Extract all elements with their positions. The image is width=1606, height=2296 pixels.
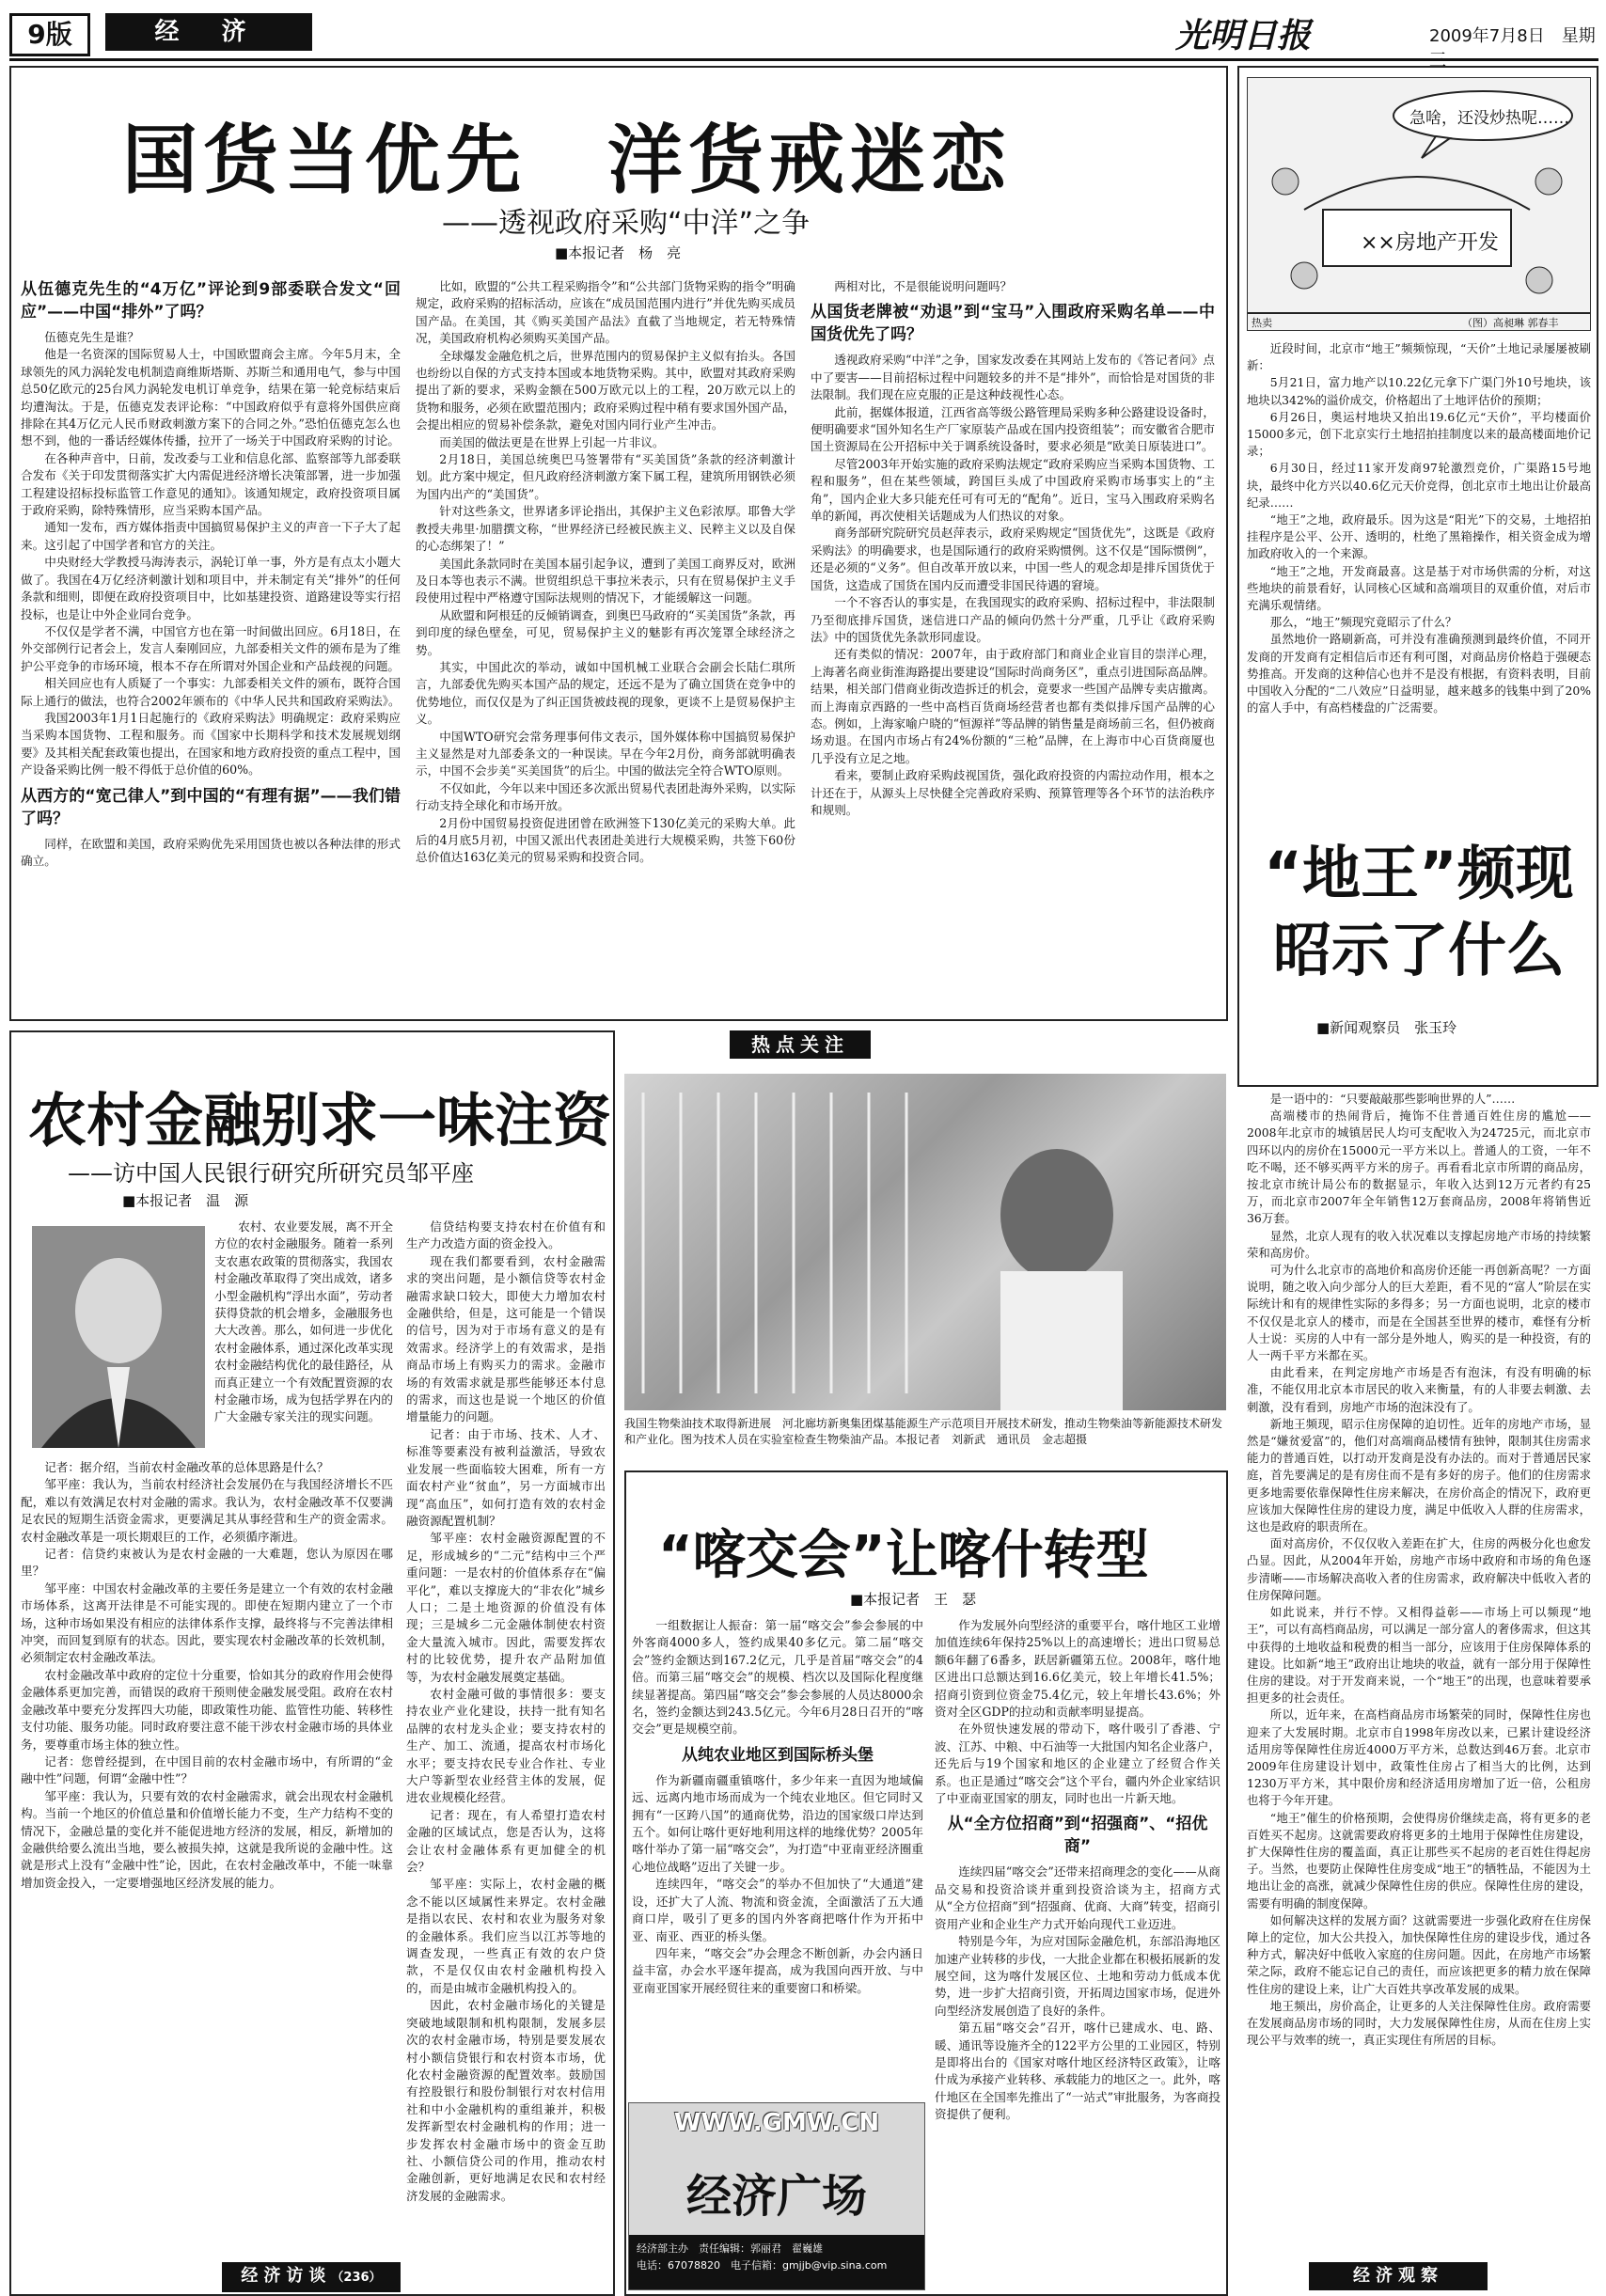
laboratory-photo-icon xyxy=(624,1074,1226,1410)
paragraph: 显然，北京人现有的收入状况难以支撑起房地产市场的持续繁荣和高房价。 xyxy=(1247,1228,1591,1260)
paragraph: 邹平座：我认为，只要有效的农村金融需求，就会出现农村金融机构。当前一个地区的价值总量和价值增长能力不变，生产力结构不变的情况下，金融总量的变化并不能促进地方经济的发展，相反，新增加的金融供给要么流出当地，要么被损失掉，这就是我所说的金融中性。这就是形式上没有“金融中性”论，因此，在农村金融改革中，不能一味靠增加资金投入，一定要增强地区经济发展的能力。 xyxy=(21,1788,393,1890)
paragraph: 不仅如此，今年以来中国还多次派出贸易代表团赴海外采购，以实际行动支持全球化和市场开放。 xyxy=(416,780,795,813)
lead-column-1 xyxy=(21,273,401,1012)
paragraph: 作为新疆南疆重镇喀什，多少年来一直因为地域偏远、远离内地市场而成为一个纯农业地区。但它同时又拥有“一区跨八国”的通商优势，沿边的国家级口岸达到五个。如何让喀什更好地利用这样的地缘优势？2005年喀什举办了第一届“喀交会”，为打造“中亚南亚经济圈重心地位战略”迈出了关键一步。 xyxy=(632,1772,923,1874)
paragraph: 那么，“地王”频现究竟昭示了什么？ xyxy=(1269,615,1457,630)
cartoon-caption: 热卖 xyxy=(1252,317,1272,329)
paragraph: 透视政府采购“中洋”之争，国家发改委在其网站上发布的《答记者问》点中了要害——目前招标过程中问题较多的并不是“排外”，而恰恰是对国货的非法限制。我们现在应克服的正是这种歧视性心态。 xyxy=(811,353,1215,402)
paragraph: 全球爆发金融危机之后，世界范围内的贸易保护主义似有抬头。各国也纷纷以自保的方式支持本国或本地货物采购。其中，欧盟对其政府采购提出了新的要求，采购金额在500万欧元以上的工程，20万欧元以上的货物和服务，必须在欧盟范围内；政府采购过程中稍有要求国外国产品，会提出相应的贸易补偿条款，避免对国内同行业产生冲击。 xyxy=(416,348,795,432)
paragraph: 邹平座：我认为，当前农村经济社会发展仍在与我国经济增长不匹配，难以有效满足农村对金融的需求。我认为，农村金融改革不仅要满足农民的短期生活资金需求，更要满足其从事经营和生产的资金需求。农村金融改革是一项长期艰巨的工作，必须循序渐进。 xyxy=(21,1477,393,1544)
issue-date: 2009年7月8日 星期 xyxy=(1429,26,1596,46)
kashgar-column-1 xyxy=(632,1617,923,2095)
paragraph: 2月份中国贸易投资促进团曾在欧洲签下130亿美元的采购大单。此后的4月底5月初，中国又派出代表团赴美进行大规模采购，共签下60份总价值达163亿美元的贸易采购和投资合同。 xyxy=(416,815,795,865)
lead-subhead-1: 从伍德克先生的“4万亿”评论到9部委联合发文“回应”——中国“排外”了吗？ xyxy=(21,280,401,322)
paragraph: 不仅仅是学者不满，中国官方也在第一时间做出回应。6月18日，在外交部例行记者会上，发言人秦刚回应，九部委相关文件的颁布是为了维护公平竞争的市场环境，根本不存在所谓对外国企业和产品歧视的问题。 xyxy=(21,623,401,673)
rural-subtitle: ——访中国人民银行研究所研究员邹平座 xyxy=(68,1160,474,1187)
paragraph: 比如，欧盟的“公共工程采购指令”和“公共部门货物采购的指令”明确规定，政府采购的招标活动，应该在“成员国范围内进行”并优先购买成员国产品。在美国，其《购买美国产品法》直截了当地规定，若无特殊情况，美国政府机构必须购买美国产品。 xyxy=(416,279,795,346)
portrait-photo xyxy=(32,1226,205,1448)
paragraph: 近段时间，北京市“地王”频频惊现，“天价”土地记录屡屡被刷新： xyxy=(1247,341,1591,373)
paragraph: 连续四年，“喀交会”的举办不但加快了“大通道”建设，还扩大了人流、物流和资金流，全面激活了五大通商口岸，吸引了更多的国内外客商把喀什作为开拓中亚、南亚、西亚的桥头堡。 xyxy=(632,1877,923,1943)
person-portrait-icon xyxy=(32,1226,205,1448)
paragraph: “地王”催生的价格预期，会使得房价继续走高，将有更多的老百姓买不起房。这就需要政府将更多的土地用于保障性住房建设，扩大保障性住房的覆盖面，真正让那些买不起房的老百姓住得起房子。当然，也要防止保障性住房变成“地王”的牺牲品，不能因为土地出让金的高涨，就减少保障性住房的供应。保障性住房的建设，需要有明确的制度保障。 xyxy=(1247,1810,1591,1911)
paragraph: 记者：现在，有人希望打造农村金融的区域试点，您是否认为，这将会让农村金融体系有更加健全的机会？ xyxy=(406,1807,606,1875)
photo-caption: 我国生物柴油技术取得新进展 河北廊坊新奥集团煤基能源生产示范项目开展技术研发，推动生物柴油等新能源技术研发和产业化。图为技术人员在实验室检查生物柴油产品。本报记者 刘新武 通讯员 金志超摄 xyxy=(624,1417,1223,1446)
paragraph: 虽然地价一路刷新高，可并没有准确预测到最终价值，不同开发商的开发商有定相信后市还有利可图，对商品房价格趋于强硬态势推高。开发商的这种信心也并不是没有根据，有资料表明，目前中国收入分配的“二八效应”日益明显，越来越多的钱集中到了20%的富人手中，有高档楼盘的广泛需要。 xyxy=(1247,632,1591,716)
kashgar-subhead-1: 从纯农业地区到国际桥头堡 xyxy=(682,1745,874,1765)
paragraph: 第五届“喀交会”召开，喀什已建成水、电、路、暖、通讯等设施齐全的122平方公里的工业园区，特别是即将出台的《国家对喀什地区经济特区政策》，让喀什成为承接产业转移、承载能力的地区之一。此外，喀什地区在全国率先推出了“一站式”审批服务，为客商投资提供了便利。 xyxy=(935,2021,1220,2122)
rural-headline: 农村金融别求一味注资 xyxy=(28,1086,612,1155)
cartoon-credit: （图）高昶琳 郭春丰 xyxy=(1462,317,1559,329)
paragraph: 地王频出，房价高企，让更多的人关注保障性住房。政府需要在发展商品房市场的同时，大力发展保障性住房，从而在住房上实现公平与效率的统一，真正实现住有所居的目标。 xyxy=(1247,1998,1591,2048)
paragraph: 农村金融改革中政府的定位十分重要，恰如其分的政府作用会使得金融体系更加完善，而错误的政府干预则使金融发展受阻。政府在农村金融改革中要充分发挥四大功能，即政策性功能、监管性功能、转移性支付功能、服务功能。同时政府要注意不能干涉农村金融市场的具体业务，要尊重市场主体的独立性。 xyxy=(21,1667,393,1752)
paragraph: 通知一发布，西方媒体指责中国搞贸易保护主义的声音一下子大了起来。这引起了中国学者和官方的关注。 xyxy=(21,520,401,552)
land-column-bottom xyxy=(1247,1091,1591,2236)
paragraph: 而美国的做法更是在世界上引起一片非议。 xyxy=(439,434,665,449)
observation-tag: 经济观察 xyxy=(1309,2262,1488,2290)
paragraph: 商务部研究院研究员赵萍表示，政府采购规定“国货优先”，这既是《政府采购法》的明确要求，也是国际通行的政府采购惯例。这不仅是“国际惯例”，还是必须的“义务”。但自改革开放以来，中国一些人的观念却是排斥国货优于国货，这造成了国货在国内反而遭受非国民待遇的窘境。 xyxy=(811,526,1215,592)
paragraph: 面对高房价，不仅仅收入差距在扩大，住房的两极分化也愈发凸显。因此，从2004年开始，房地产市场中政府和市场的角色逐步清晰——市场解决高收入者的住房需求，政府解决中低收入者的住房保障问题。 xyxy=(1247,1536,1591,1602)
paragraph: 所以，近年来，在高档商品房市场繁荣的同时，保障性住房也迎来了大发展时期。北京市自1998年房改以来，已累计建设经济适用房等保障性住房近4000万平方米，总数达到46万套。北京市2009年住房建设计划中，政策性住房占了相当大的比例，达到1230万平方米，其中限价房和经济适用房增加了近一倍，公租房也将于今年开建。 xyxy=(1247,1707,1591,1808)
paragraph: 我国2003年1月1日起施行的《政府采购法》明确规定：政府采购应当采购本国货物、工程和服务。而《国家中长期科学和技术发展规划纲要》及其相关配套政策也提出，在国家和地方政府投资的重点工程中，国产设备采购比例一般不得低于总价值的60%。 xyxy=(21,710,401,778)
paragraph: 信贷结构要支持农村在价值有和生产力改造方面的资金投入。 xyxy=(406,1219,606,1251)
paragraph: 针对这些条文，世界诸多评论指出，其保护主义色彩浓厚。耶鲁大学教授夫弗里·加腊撰文称，“世界经济已经被民族主义、民粹主义以及自保的心态绑架了！” xyxy=(416,504,795,554)
kashgar-column-2 xyxy=(935,1617,1220,2285)
cartoon xyxy=(1247,77,1591,331)
paragraph: 现在我们都要看到，农村金融需求的突出问题，是小额信贷等农村金融需求缺口较大，即使大力增加农村金融供给，但是，这可能是一个错误的信号，因为对于市场有意义的是有效需求。经济学上的有效需求，是指商品市场上有购买力的需求。金融市场的有效需求就是那些能够还本付息的需求，而这也是说一个地区的价值增量能力的问题。 xyxy=(406,1253,606,1424)
paragraph: 新地王频现，昭示住房保障的迫切性。近年的房地产市场，显然是“嫌贫爱富”的，他们对高端商品楼情有独钟，限制其住房需求能力的普通百姓，以打动开发商是没有办法的。而对于普通居民家庭，首先要满足的是有房住而不是有多好的房子。他们的住房需求更多地需要依靠保障性住房来解决，在房价高企的情况下，政府更应该加大保障性住房的建设力度，满足中低收入人群的住房需求，这也是政府的职责所在。 xyxy=(1247,1416,1591,1534)
paragraph: 是一语中的：“只要敲敲那些影响世界的人”…… xyxy=(1269,1092,1516,1106)
paragraph: 中国WTO研究会常务理事何伟文表示，国外媒体称中国搞贸易保护主义显然是对九部委条文的一种误读。早在今年2月份，商务部就明确表示，中国不会步美“买美国货”的后尘。中国的做法完全符合WTO原则。 xyxy=(416,729,795,778)
gmw-info xyxy=(629,2235,924,2289)
lead-headline: 国货当优先 洋货戒迷恋 xyxy=(122,117,1012,204)
gmw-contact: 电话：67078820 电子信箱：gmjjb@vip.sina.com xyxy=(637,2259,888,2272)
lead-column-3 xyxy=(811,278,1215,1012)
paragraph: “地王”之地，开发商最喜。这是基于对市场供需的分析，对这些地块的前景看好，认同核心区域和高端项目的双重价值，对后市充满乐观情绪。 xyxy=(1247,563,1591,613)
paragraph: 还有类似的情况：2007年，由于政府部门和商业企业盲目的崇洋心理，上海著名商业街淮海路提出要建设“国际时尚商务区”，重点引进国际高品牌。结果，相关部门借商业街改造拆迁的机会，竟要求一些国产品牌专卖店撤离。而上海南京西路的一些中高档百货商场经营者也都有类似排斥国产品牌的心态。例如，上海家喻户晓的“恒源祥”等品牌的销售量是商场前三名，但仍被商场劝退。在国内市场占有24%份额的“三枪”品牌，在上海市中心百货商厦也几乎没有立足之地。 xyxy=(811,647,1215,765)
paragraph: 四年来，“喀交会”办会理念不断创新，办会内涵日益丰富，办会水平逐年提高，成为我国向西开放、与中亚南亚国家开展经贸往来的重要窗口和桥梁。 xyxy=(632,1945,923,1995)
lead-byline: ■本报记者 杨 亮 xyxy=(555,244,682,261)
paragraph: 两相对比，不是很能说明问题吗？ xyxy=(834,279,1013,293)
paragraph: 记者：信贷约束被认为是农村金融的一大难题，您认为原因在哪里？ xyxy=(21,1547,393,1579)
lead-subtitle: ——透视政府采购“中洋”之争 xyxy=(442,207,811,240)
paragraph: 邹平座：实际上，农村金融的概念不能以区域属性来界定。农村金融是指以农民、农村和农业为服务对象的金融体系。我们应当以江苏等地的调查发现，一些真正有效的农户贷款，不是仅仅由农村金融机构投入的，而是由城市金融机构投入的。 xyxy=(406,1877,606,1995)
paragraph: 6月30日，经过11家开发商97轮激烈竞价，广渠路15号地块，最终中化方兴以40.6亿元天价竞得，创北京市土地出让价最高纪录…… xyxy=(1247,461,1591,510)
paragraph: 作为发展外向型经济的重要平台，喀什地区工业增加值连续6年保持25%以上的高速增长；进出口贸易总额6年翻了6番多，跃居新疆第五位。2008年，喀什地区进出口总额达到16.6亿美元，较上年增长41.5%；招商引资到位资金75.4亿元，较上年增长43.6%；外资对全区GDP的拉动和贡献率明显提高。 xyxy=(935,1618,1220,1720)
paragraph: 记者：您曾经提到，在中国目前的农村金融市场中，有所谓的“金融中性”问题，何谓“金融中性”？ xyxy=(21,1753,393,1786)
rural-column-1a xyxy=(214,1219,393,1476)
interview-tag: 经济访谈（236） xyxy=(222,2262,401,2292)
paragraph: 5月21日，富力地产以10.22亿元拿下广渠门外10号地块，该地块以342%的溢价成交，价格超出了土地评估价的预期； xyxy=(1247,375,1591,407)
paragraph: 高端楼市的热闹背后，掩饰不住普通百姓住房的尴尬——2008年北京市的城镇居民人均可支配收入为24725元，而北京市四环以内的房价在15000元一平方米以上。普通人的工资，一年不吃不喝，还不够买两平方米的房子。再看看北京市所谓的商品房，按北京市统计局公布的数据显示，年收入达到12万元者约有25万，而北京市2007年全年销售12万套商品房，2008年将销售近36万套。 xyxy=(1247,1109,1591,1226)
paragraph: 如何解决这样的发展方面？这就需要进一步强化政府在住房保障上的定位，加大公共投入，加快保障性住房的建设步伐，通过各种方式，解决好中低收入家庭的住房问题。因此，在房地产市场繁荣之际，政府不能忘记自己的责任，而应该把更多的精力放在保障性住房的建设上来，让广大百姓共享改革发展的成果。 xyxy=(1247,1912,1591,1996)
paragraph: 可为什么北京市的高地价和高房价还能一再创新高呢？一方面说明，随之收入向少部分人的巨大差距，看不见的“富人”阶层在实际统计和有的规律性实际的多得多；另一方面也说明，北京的楼市不仅仅是北京人的楼市，而是在全国甚至世界的楼市，难怪有分析人士说：买房的人中有一部分是外地人，购买的是一种投资，有的人一两千平方米都在买。 xyxy=(1247,1263,1591,1363)
biodiesel-photo xyxy=(624,1074,1226,1410)
paragraph: 记者：据介绍，当前农村金融改革的总体思路是什么？ xyxy=(44,1460,329,1474)
rural-column-2 xyxy=(406,1219,606,2228)
paragraph: 此前，据媒体报道，江西省高等级公路管理局采购多种公路建设设备时，便明确要求“国外知名生产厂家原装产品或在国内投资组装”；而安徽省合肥市国土资源局在公开招标中关于调系统设备时，要求必须是“欧美日原装进口”。 xyxy=(811,404,1215,454)
paragraph: 2月18日，美国总统奥巴马签署带有“买美国货”条款的经济刺激计划。此方案中规定，但凡政府经济刺激方案下属工程，建筑所用钢铁必须为国内出产的“美国货”。 xyxy=(416,452,795,501)
paragraph: 邹平座：中国农村金融改革的主要任务是建立一个有效的农村金融市场体系，这离开法律是不可能实现的。即使在短期内建立了一个市场，这种市场如果没有相应的法律体系作支撑，最终将与不完善法律相冲突，而回复到原有的状态。因此，要实现农村金融改革的长效机制，必须制定农村金融改革法。 xyxy=(21,1580,393,1665)
paragraph: 伍德克先生是谁？ xyxy=(44,330,139,344)
paragraph: 连续四届“喀交会”还带来招商理念的变化——从商品交易和投资洽谈并重到投资洽谈为主，招商方式从“全方位招商”到“招强商、优商、大商”转变，招商引资用产业和企业生产力式开始向现代工业迈进。 xyxy=(935,1864,1220,1931)
paragraph: 在外贸快速发展的带动下，喀什吸引了香港、宁波、江苏、中粮、中石油等一大批国内知名企业落户，还先后与19个国家和地区的企业建立了经贸合作关系。也正是通过“喀交会”这个平台，疆内外企业家结识了中亚南亚国家的朋友，同时也出一片新天地。 xyxy=(935,1722,1220,1806)
land-column-top xyxy=(1247,340,1591,782)
cartoon-bubble: 急啥，还没炒热呢…… xyxy=(1409,109,1569,128)
rural-column-1b xyxy=(21,1459,393,2228)
gmw-url: WWW.GMW.CN xyxy=(673,2109,880,2137)
paragraph: 他是一名资深的国际贸易人士，中国欧盟商会主席。今年5月末，全球领先的风力涡轮发电机制造商维斯塔斯、苏斯兰和通用电气，参与中国总50亿欧元的25台风力涡轮发电机订单竞争，结果在第一轮竞标结束后均遭淘汰。于是，伍德克发表评论称：“中国政府似乎有意将外国供应商排除在其4万亿元人民币财政刺激方案下的合同之外。”恐怕伍德克怎么也想不到，他的一番话经媒体传播，拉开了一场关于中国政府采购的讨论。 xyxy=(21,347,401,448)
section-label: 经 济 xyxy=(105,13,312,51)
cartoon-sign: ××房地产开发 xyxy=(1361,231,1499,255)
paragraph: 同样，在欧盟和美国，政府采购优先采用国货也被以各种法律的形式确立。 xyxy=(21,836,401,868)
gmw-title: 经济广场 xyxy=(685,2170,867,2223)
paragraph: 如此说来，并行不悖。又相得益彰——市场上可以频现“地王”，可以有高档商品房，可以满足一部分富人的奢侈需求，但这其中获得的土地收益和税费的相当一部分，应该用于住房保障体系的建设。比如新“地王”政府出让地块的收益，就有一部分用于保障性住房的建设。对于开发商来说，一个“地王”的出现，也意味着要承担更多的社会责任。 xyxy=(1247,1605,1591,1706)
paragraph: 一组数据让人振奋：第一届“喀交会”参会参展的中外客商4000多人，签约成果40多亿元。第二届“喀交会”签约金额达到167.2亿元，几乎是首届“喀交会”的4倍。而第三届“喀交会”的规模、档次以及国际化程度继续显著提高。第四届“喀交会”参会参展的人员达8000余名，签约金额达到243.5亿元。今年6月28日召开的“喀交会”更是规模空前。 xyxy=(632,1618,923,1737)
land-byline: ■新闻观察员 张玉玲 xyxy=(1316,1019,1457,1036)
lead-subhead-3: 从国货老牌被“劝退”到“宝马”入围政府采购名单——中国货优先了吗？ xyxy=(811,303,1215,345)
page-number: 9版 xyxy=(9,13,90,56)
paragraph: 因此，农村金融市场化的关键是突破地域限制和机构限制，发展多层次的农村金融市场，特别是要发展农村小额信贷银行和农村资本市场，优化农村金融资源的配置效率。鼓励国有控股银行和股份制银行对农村信用社和中小金融机构的重组兼并，积极发挥新型农村金融机构的作用；进一步发挥农村金融市场中的资金互助社、小额信贷公司的作用，推动农村金融创新，更好地满足农民和农村经济发展的金融需求。 xyxy=(406,1998,606,2203)
paragraph: 农村金融可做的事情很多：要支持农业产业化建设，扶持一批有知名品牌的农村龙头企业；要支持农村的生产、加工、流通，提高农村市场化水平；要支持农民专业合作社、专业大户等新型农业经营主体的发展，促进农业规模化经营。 xyxy=(406,1686,606,1805)
paragraph: 相关回应也有人质疑了一个事实：九部委相关文件的颁布，既符合国际上通行的做法，也符合2002年颁布的《中华人民共和国政府采购法》。 xyxy=(21,676,401,708)
paragraph: 邹平座：农村金融资源配置的不足，形成城乡的“二元”结构中三个严重问题：一是农村的价值体系存在“偏平化”，难以支撑庞大的“非农化”城乡人口；二是土地资源的价值没有体现；三是城乡二元金融体制使农村资金大量流入城市。因此，需要发挥农村的比较优势，提升农产品附加值等，为农村金融发展奠定基础。 xyxy=(406,1531,606,1684)
kashgar-subhead-2: 从“全方位招商”到“招强商”、“招优商” xyxy=(947,1815,1208,1857)
kashgar-byline: ■本报记者 王 瑟 xyxy=(850,1591,977,1608)
paragraph: 一个不容否认的事实是，在我国现实的政府采购、招标过程中，非法限制乃至彻底排斥国货，迷信进口产品的倾向仍然十分严重，几乎让《政府采购法》中的国货优先条款形同虚设。 xyxy=(811,595,1215,644)
paragraph: 美国此条款同时在美国本届引起争议，遭到了美国工商界反对，欧洲及日本等也表示不满。世贸组织总干事拉米表示，只有在贸易保护主义手段使用过程中严格遵守国际法规则的情况下，才能缓解这一问题。 xyxy=(416,556,795,605)
newspaper-logo: 光明日报 xyxy=(1175,16,1312,55)
rural-byline: ■本报记者 温 源 xyxy=(122,1192,249,1209)
paragraph: 6月26日，奥运村地块又拍出19.6亿元“天价”，平均楼面价15000多元，创下北京实行土地招拍挂制度以来的最高楼面地价记录； xyxy=(1247,409,1591,459)
paragraph: 在各种声音中，日前，发改委与工业和信息化部、监察部等九部委联合发布《关于印发贯彻落实扩大内需促进经济增长决策部署，进一步加强工程建设招标投标监管工作意见的通知》。该通知规定，政府投资项目属于政府采购，除特殊情形，应当采购本国产品。 xyxy=(21,450,401,518)
kashgar-headline: “喀交会”让喀什转型 xyxy=(658,1525,1149,1586)
paragraph: 农村、农业要发展，离不开全方位的农村金融服务。随着一系列支农惠农政策的贯彻落实，我国农村金融改革取得了突出成效，诸多小型金融机构“浮出水面”，劳动者获得贷款的机会增多，金融服务也大大改善。那么，如何进一步优化农村金融体系，通过深化改革实现农村金融结构优化的最佳路径，从而真正建立一个有效配置资源的农村金融市场，成为包括学界在内的广大金融专家关注的现实问题。 xyxy=(214,1219,393,1424)
paragraph: 看来，要制止政府采购歧视国货，强化政府投资的内需拉动作用，根本之计还在于，从源头上尽快健全完善政府采购、预算管理等各个环节的法治秩序和规则。 xyxy=(811,768,1215,817)
paragraph: 特别是今年，为应对国际金融危机，东部沿海地区加速产业转移的步伐，一大批企业都在积极拓展新的发展空间，这为喀什发展区位、土地和劳动力低成本优势，进一步扩大招商引资，开拓周边国家市场，促进外向型经济发展创造了良好的条件。 xyxy=(935,1934,1220,2018)
hotspot-tag: 热点关注 xyxy=(730,1030,871,1059)
masthead-rule xyxy=(9,58,1598,61)
lead-column-2 xyxy=(416,278,795,1012)
land-headline: “地王”频现昭示了什么 xyxy=(1264,839,1574,984)
paragraph: 其实，中国此次的举动，诚如中国机械工业联合会副会长陆仁琪所言，九部委优先购买本国产品的规定，还远不是为了确立国货在竞争中的优势地位，而仅仅是为了纠正国货被歧视的现象，更谈不上是贸易保护主义。 xyxy=(416,659,795,727)
gmw-banner xyxy=(628,2102,925,2290)
gmw-editor-info: 经济部主办 责任编辑：郭丽君 翟巍雄 xyxy=(637,2242,823,2255)
lead-subhead-2: 从西方的“宽己律人”到中国的“有理有据”——我们错了吗？ xyxy=(21,786,401,828)
paragraph: 记者：由于市场、技术、人才、标准等要素没有被利益激活，导致农业发展一些面临较大困难，所有一方面农村产业“贫血”，另一方面城市出现“高血压”，如何打造有效的农村金融资源配置机制？ xyxy=(406,1426,606,1528)
paragraph: 由此看来，在判定房地产市场是否有泡沫，有没有明确的标准，不能仅用北京本市居民的收入来衡量，有的人非要去刺激、去刺激，没有看到，房地产市场的泡沫没有了。 xyxy=(1247,1365,1591,1414)
paragraph: “地王”之地，政府最乐。因为这是“阳光”下的交易，土地招拍挂程序是公平、公开、透明的，杜绝了黑箱操作，相关资金成为增加政府收入的一个来源。 xyxy=(1247,512,1591,561)
paragraph: 尽管2003年开始实施的政府采购法规定“政府采购应当采购本国货物、工程和服务”，但在某些领域，跨国巨头成了中国政府采购市场事实上的“主角”，国内企业大多只能充任可有可无的“配角”。近日，宝马入围政府采购名单的新闻，再次使相关话题成为人们热议的对象。 xyxy=(811,456,1215,524)
paragraph: 中央财经大学教授马海涛表示，涡轮订单一事，外方是有点太小题大做了。我国在4万亿经济刺激计划和项目中，并未制定有关“排外”的任何条款和细则，即便在政府投资项目中，比如基建投资、道路建设等实行招投标，也是让中外企业同台竞争。 xyxy=(21,555,401,621)
paragraph: 从欧盟和阿根廷的反倾销调查，到奥巴马政府的“买美国货”条款，再到印度的绿色壁垒，可见，贸易保护主义的魅影有再次笼罩全球经济之势。 xyxy=(416,607,795,657)
